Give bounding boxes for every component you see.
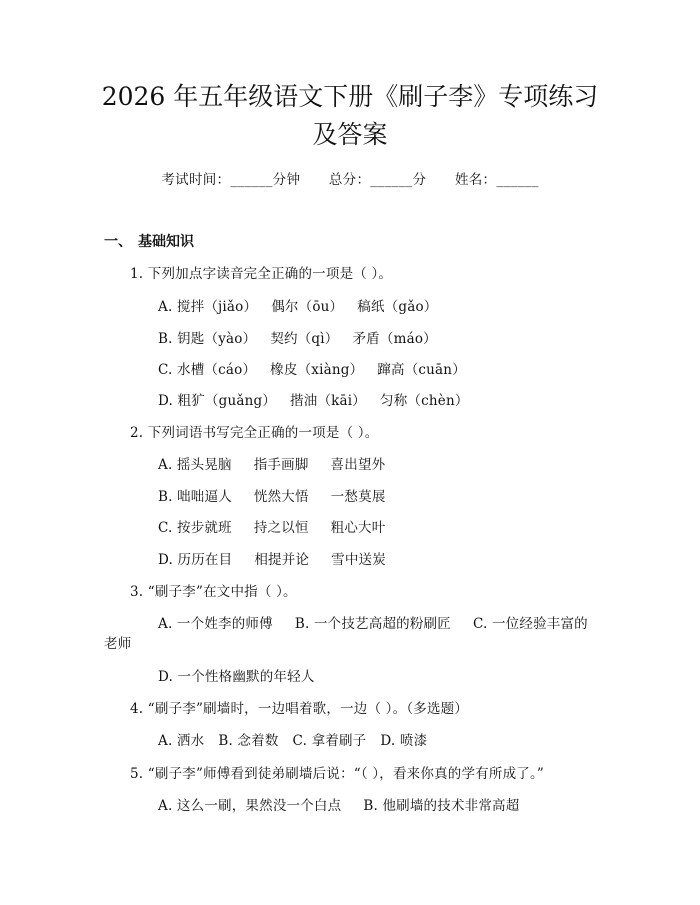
- question-3-option-d: D. 一个性格幽默的年轻人: [158, 669, 315, 685]
- section-number: 一、: [104, 234, 132, 250]
- exam-info: [0, 168, 700, 188]
- question-5-stem: 5. “刷子李”师傅看到徒弟刷墙后说：“（ ），看来你真的学有所成了。”: [130, 766, 545, 782]
- exam-name: 姓名：______: [454, 172, 539, 188]
- section-title: 基础知识: [138, 234, 194, 250]
- exam-score: 总分：______分: [328, 172, 427, 188]
- question-2-stem: 2. 下列词语书写完全正确的一项是（ ）。: [130, 425, 379, 441]
- question-4-stem: 4. “刷子李”刷墙时，一边唱着歌，一边（ ）。（多选题）: [130, 701, 469, 717]
- page-title: [40, 78, 660, 154]
- question-4-options: A. 洒水 B. 念着数 C. 拿着刷子 D. 喷漆: [158, 733, 428, 749]
- title-line-1: 2026 年五年级语文下册《刷子李》专项练习: [101, 82, 599, 111]
- question-1-option-d: D. 粗犷（guǎng） 揩油（kāi） 匀称（chèn）: [158, 393, 469, 409]
- question-1-option-c: C. 水槽（cáo） 橡皮（xiàng） 蹿高（cuān）: [158, 362, 466, 378]
- question-1-option-b: B. 钥匙（yào） 契约（qì） 矛盾（máo）: [158, 331, 437, 347]
- exam-time: 考试时间：______分钟: [161, 172, 301, 188]
- question-1-option-a: A. 搅拌（jiǎo） 偶尔（ōu） 稿纸（gǎo）: [158, 299, 438, 315]
- question-3-options-abc: A. 一个姓李的师傅 B. 一个技艺高超的粉刷匠 C. 一位经验丰富的: [158, 616, 588, 632]
- question-3-stem: 3. “刷子李”在文中指（ ）。: [130, 584, 297, 600]
- question-2-option-b: B. 咄咄逼人 恍然大悟 一愁莫展: [158, 489, 386, 505]
- section-heading: [104, 231, 194, 251]
- question-1-stem: 1. 下列加点字读音完全正确的一项是（ ）。: [130, 266, 393, 282]
- question-3-option-c-continued: 老师: [104, 636, 132, 652]
- title-line-2: 及答案: [312, 120, 388, 149]
- question-2-option-a: A. 摇头晃脑 指手画脚 喜出望外: [158, 457, 386, 473]
- question-2-option-c: C. 按步就班 持之以恒 粗心大叶: [158, 520, 386, 536]
- question-2-option-d: D. 历历在目 相提并论 雪中送炭: [158, 552, 386, 568]
- question-5-options: A. 这么一刷，果然没一个白点 B. 他刷墙的技术非常高超: [158, 798, 520, 814]
